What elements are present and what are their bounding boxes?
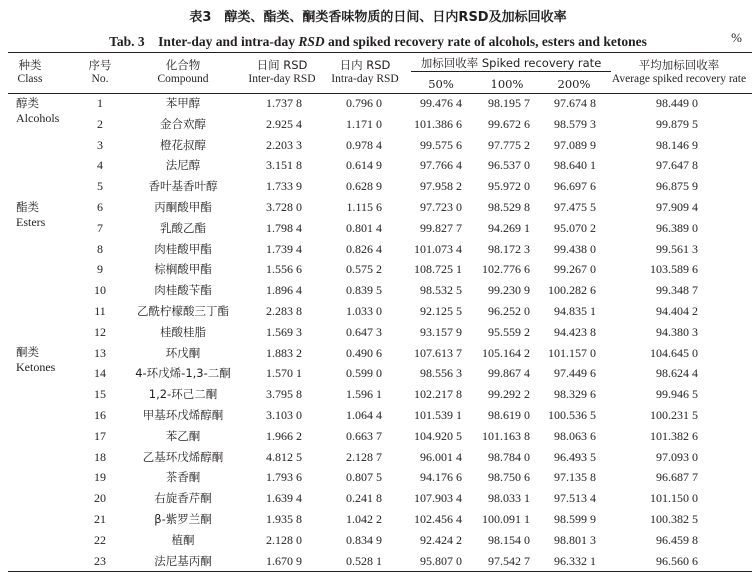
recovery-200: 97.449 6 <box>554 366 596 381</box>
row-number: 19 <box>94 470 106 485</box>
header-compound-en: Compound <box>157 73 209 85</box>
recovery-200: 97.089 9 <box>554 137 596 152</box>
row-number: 22 <box>94 532 106 547</box>
header-no <box>80 58 120 86</box>
recovery-200: 96.332 1 <box>554 553 596 568</box>
recovery-200: 97.475 5 <box>554 200 596 214</box>
average-recovery: 97.647 8 <box>656 158 698 173</box>
row-number: 20 <box>94 491 106 506</box>
intra-day-rsd: 1.596 1 <box>346 387 382 402</box>
average-recovery: 98.146 9 <box>656 137 698 152</box>
inter-day-rsd: 1.966 2 <box>266 428 302 443</box>
header-inter-cn: 日间 RSD <box>256 58 308 72</box>
recovery-200: 100.282 6 <box>548 283 596 298</box>
recovery-50: 107.613 7 <box>414 345 462 360</box>
compound-name: 丙酮酸甲酯 <box>154 200 212 214</box>
intra-day-rsd: 0.490 6 <box>346 345 382 360</box>
bottom-rule <box>8 571 752 572</box>
recovery-100: 98.750 6 <box>488 470 530 485</box>
recovery-50: 99.827 7 <box>420 220 462 235</box>
recovery-100: 100.091 1 <box>482 512 530 526</box>
recovery-200: 101.157 0 <box>548 345 596 360</box>
intra-day-rsd: 0.796 0 <box>346 96 382 110</box>
inter-day-rsd: 1.739 4 <box>266 241 302 256</box>
intra-day-rsd: 0.978 4 <box>346 137 382 152</box>
compound-name: 棕榈酸甲酯 <box>154 262 212 277</box>
average-recovery: 99.946 5 <box>656 387 698 402</box>
compound-name: 茶香酮 <box>165 470 201 485</box>
caption-en-prefix: Tab. 3 Inter-day and intra-day <box>109 34 299 49</box>
average-recovery: 100.231 5 <box>650 408 698 422</box>
average-recovery: 97.093 0 <box>656 449 698 464</box>
recovery-50: 92.424 2 <box>420 532 462 547</box>
caption-en-suffix: and spiked recovery rate of alcohols, esters and ketones <box>324 34 647 49</box>
row-number: 5 <box>97 179 103 194</box>
header-p200: 200% <box>557 77 591 91</box>
compound-name: 橙花叔醇 <box>160 137 206 152</box>
recovery-200: 98.329 6 <box>554 387 596 402</box>
intra-day-rsd: 0.839 5 <box>346 283 382 298</box>
recovery-200: 98.063 6 <box>554 428 596 443</box>
recovery-50: 101.539 1 <box>414 408 462 422</box>
compound-name: 甲基环戊烯醇酮 <box>142 408 224 422</box>
recovery-200: 100.536 5 <box>548 408 596 422</box>
compound-name: 桂酸桂脂 <box>160 324 206 339</box>
average-recovery: 94.380 3 <box>656 324 698 339</box>
compound-name: 法尼基丙酮 <box>154 553 212 568</box>
row-number: 3 <box>97 137 103 152</box>
recovery-100: 99.292 2 <box>488 387 530 402</box>
header-average <box>606 58 752 86</box>
intra-day-rsd: 2.128 7 <box>346 449 382 464</box>
group-label-en: Ketones <box>16 360 56 374</box>
recovery-200: 99.267 0 <box>554 262 596 277</box>
caption-en-rsd: RSD <box>298 34 325 49</box>
header-class-en: Class <box>17 73 43 85</box>
row-number: 10 <box>94 283 106 298</box>
table-caption-cn: 表3 醇类、酯类、酮类香味物质的日间、日内RSD及加标回收率 <box>189 10 567 25</box>
inter-day-rsd: 2.128 0 <box>266 532 302 547</box>
recovery-100: 98.784 0 <box>488 449 530 464</box>
recovery-50: 101.073 4 <box>414 241 462 256</box>
compound-name: 乙基环戊烯醇酮 <box>142 449 224 464</box>
header-class-cn: 种类 <box>18 58 42 72</box>
recovery-200: 97.135 8 <box>554 470 596 485</box>
compound-name: 右旋香芹酮 <box>154 491 212 506</box>
header-average-cn: 平均加标回收率 <box>638 58 720 72</box>
average-recovery: 98.449 0 <box>656 96 698 110</box>
average-recovery: 96.875 9 <box>656 179 698 194</box>
header-p100: 100% <box>490 77 524 91</box>
header-rule <box>8 93 752 94</box>
header-inter <box>244 58 320 86</box>
recovery-50: 96.001 4 <box>420 449 462 464</box>
inter-day-rsd: 1.883 2 <box>266 345 302 360</box>
intra-day-rsd: 1.171 0 <box>346 116 382 131</box>
intra-day-rsd: 0.834 9 <box>346 532 382 547</box>
compound-name: 肉桂酸苄酯 <box>154 283 212 298</box>
compound-name: 环戊酮 <box>165 345 201 360</box>
compound-name: 肉桂酸甲酯 <box>154 241 212 256</box>
recovery-100: 102.776 6 <box>482 262 530 277</box>
recovery-100: 98.172 3 <box>488 241 530 256</box>
inter-day-rsd: 1.896 4 <box>266 283 302 298</box>
header-intra-cn: 日内 RSD <box>339 58 391 72</box>
recovery-200: 99.438 0 <box>554 241 596 256</box>
average-recovery: 97.909 4 <box>656 200 698 214</box>
intra-day-rsd: 1.115 6 <box>346 200 382 214</box>
compound-name: 植酮 <box>171 532 195 547</box>
recovery-200: 98.801 3 <box>554 532 596 547</box>
average-recovery: 96.459 8 <box>656 532 698 547</box>
recovery-100: 98.529 8 <box>488 200 530 214</box>
row-number: 16 <box>94 408 106 422</box>
intra-day-rsd: 0.599 0 <box>346 366 382 381</box>
recovery-200: 98.640 1 <box>554 158 596 173</box>
recovery-100: 95.972 0 <box>488 179 530 194</box>
table-caption-en <box>0 30 756 50</box>
row-number: 11 <box>94 304 106 318</box>
recovery-50: 98.532 5 <box>420 283 462 298</box>
spiked-subrule <box>411 71 611 72</box>
recovery-50: 107.903 4 <box>414 491 462 506</box>
inter-day-rsd: 4.812 5 <box>266 449 302 464</box>
intra-day-rsd: 0.663 7 <box>346 428 382 443</box>
recovery-100: 95.559 2 <box>488 324 530 339</box>
row-number: 23 <box>94 553 106 568</box>
recovery-200: 97.513 4 <box>554 491 596 506</box>
average-recovery: 104.645 0 <box>650 345 698 360</box>
top-rule <box>8 52 752 53</box>
intra-day-rsd: 0.241 8 <box>346 491 382 506</box>
recovery-50: 97.766 4 <box>420 158 462 173</box>
row-number: 1 <box>97 96 103 110</box>
recovery-200: 98.579 3 <box>554 116 596 131</box>
row-number: 7 <box>97 220 103 235</box>
header-intra-en: Intra-day RSD <box>331 73 399 85</box>
recovery-100: 98.619 0 <box>488 408 530 422</box>
average-recovery: 96.687 7 <box>656 470 698 485</box>
intra-day-rsd: 0.647 3 <box>346 324 382 339</box>
inter-day-rsd: 1.737 8 <box>266 96 302 110</box>
recovery-200: 95.070 2 <box>554 220 596 235</box>
intra-day-rsd: 0.801 4 <box>346 220 382 235</box>
inter-day-rsd: 1.798 4 <box>266 220 302 235</box>
recovery-200: 96.697 6 <box>554 179 596 194</box>
recovery-100: 99.672 6 <box>488 116 530 131</box>
recovery-50: 97.958 2 <box>420 179 462 194</box>
average-recovery: 101.150 0 <box>650 491 698 506</box>
recovery-200: 94.423 8 <box>554 324 596 339</box>
group-label-cn: 醇类 <box>16 96 39 110</box>
compound-name: 金合欢醇 <box>160 116 206 131</box>
recovery-100: 94.269 1 <box>488 220 530 235</box>
row-number: 6 <box>97 200 103 214</box>
recovery-100: 99.230 9 <box>488 283 530 298</box>
recovery-50: 94.176 6 <box>420 470 462 485</box>
header-compound <box>128 58 238 86</box>
inter-day-rsd: 1.793 6 <box>266 470 302 485</box>
intra-day-rsd: 1.042 2 <box>346 512 382 526</box>
inter-day-rsd: 3.103 0 <box>266 408 302 422</box>
row-number: 8 <box>97 241 103 256</box>
inter-day-rsd: 1.670 9 <box>266 553 302 568</box>
compound-name: 乳酸乙酯 <box>160 220 206 235</box>
average-recovery: 100.382 5 <box>650 512 698 526</box>
average-recovery: 98.624 4 <box>656 366 698 381</box>
header-class <box>8 58 52 86</box>
compound-name: β-紫罗兰酮 <box>154 512 212 526</box>
inter-day-rsd: 2.203 3 <box>266 137 302 152</box>
recovery-200: 97.674 8 <box>554 96 596 110</box>
inter-day-rsd: 1.569 3 <box>266 324 302 339</box>
header-spiked <box>411 56 611 70</box>
compound-name: 苯乙酮 <box>165 428 201 443</box>
recovery-100: 96.252 0 <box>488 304 530 318</box>
inter-day-rsd: 3.795 8 <box>266 387 302 402</box>
header-inter-en: Inter-day RSD <box>248 73 316 85</box>
average-recovery: 96.560 6 <box>656 553 698 568</box>
recovery-50: 95.807 0 <box>420 553 462 568</box>
recovery-200: 94.835 1 <box>554 304 596 318</box>
row-number: 2 <box>97 116 103 131</box>
inter-day-rsd: 2.283 8 <box>266 304 302 318</box>
recovery-50: 102.456 4 <box>414 512 462 526</box>
inter-day-rsd: 3.728 0 <box>266 200 302 214</box>
inter-day-rsd: 1.639 4 <box>266 491 302 506</box>
row-number: 4 <box>97 158 103 173</box>
intra-day-rsd: 0.826 4 <box>346 241 382 256</box>
compound-name: 苯甲醇 <box>165 96 201 110</box>
recovery-200: 98.599 9 <box>554 512 596 526</box>
inter-day-rsd: 3.151 8 <box>266 158 302 173</box>
inter-day-rsd: 1.935 8 <box>266 512 302 526</box>
compound-name: 乙酰柠檬酸三丁酯 <box>137 304 229 318</box>
header-compound-cn: 化合物 <box>165 58 201 72</box>
inter-day-rsd: 1.570 1 <box>266 366 302 381</box>
recovery-50: 97.723 0 <box>420 200 462 214</box>
average-recovery: 99.561 3 <box>656 241 698 256</box>
recovery-100: 105.164 2 <box>482 345 530 360</box>
row-number: 14 <box>94 366 106 381</box>
recovery-50: 93.157 9 <box>420 324 462 339</box>
intra-day-rsd: 0.807 5 <box>346 470 382 485</box>
compound-name: 1,2-环己二酮 <box>148 387 218 402</box>
compound-name: 4-环戊烯-1,3-二酮 <box>135 366 231 381</box>
row-number: 15 <box>94 387 106 402</box>
average-recovery: 103.589 6 <box>650 262 698 277</box>
inter-day-rsd: 1.733 9 <box>266 179 302 194</box>
recovery-100: 101.163 8 <box>482 428 530 443</box>
average-recovery: 96.389 0 <box>656 220 698 235</box>
recovery-50: 101.386 6 <box>414 116 462 131</box>
intra-day-rsd: 0.614 9 <box>346 158 382 173</box>
row-number: 13 <box>94 345 106 360</box>
recovery-50: 104.920 5 <box>414 428 462 443</box>
header-intra <box>324 58 406 86</box>
average-recovery: 94.404 2 <box>656 304 698 318</box>
average-recovery: 99.879 5 <box>656 116 698 131</box>
group-label-en: Esters <box>16 215 46 229</box>
row-number: 21 <box>94 512 106 526</box>
header-no-cn: 序号 <box>88 58 112 72</box>
recovery-100: 97.775 2 <box>488 137 530 152</box>
recovery-200: 96.493 5 <box>554 449 596 464</box>
recovery-50: 108.725 1 <box>414 262 462 277</box>
group-label-cn: 酯类 <box>16 200 39 214</box>
inter-day-rsd: 2.925 4 <box>266 116 302 131</box>
header-no-en: No. <box>91 73 109 85</box>
recovery-100: 96.537 0 <box>488 158 530 173</box>
row-number: 12 <box>94 324 106 339</box>
header-spiked-label: 加标回收率 Spiked recovery rate <box>420 56 602 70</box>
intra-day-rsd: 0.575 2 <box>346 262 382 277</box>
recovery-100: 98.195 7 <box>488 96 530 110</box>
row-number: 18 <box>94 449 106 464</box>
intra-day-rsd: 1.033 0 <box>346 304 382 318</box>
recovery-50: 102.217 8 <box>414 387 462 402</box>
group-label-en: Alcohols <box>16 111 60 125</box>
compound-name: 法尼醇 <box>165 158 201 173</box>
header-average-en: Average spiked recovery rate <box>611 73 747 85</box>
intra-day-rsd: 0.528 1 <box>346 553 382 568</box>
compound-name: 香叶基香叶醇 <box>148 179 218 194</box>
header-p50: 50% <box>428 77 454 91</box>
intra-day-rsd: 1.064 4 <box>346 408 382 422</box>
average-recovery: 101.382 6 <box>650 428 698 443</box>
group-label-cn: 酮类 <box>16 345 39 359</box>
row-number: 17 <box>94 428 106 443</box>
recovery-100: 97.542 7 <box>488 553 530 568</box>
recovery-50: 98.556 3 <box>420 366 462 381</box>
recovery-50: 92.125 5 <box>420 304 462 318</box>
recovery-100: 98.033 1 <box>488 491 530 506</box>
inter-day-rsd: 1.556 6 <box>266 262 302 277</box>
recovery-50: 99.476 4 <box>420 96 462 110</box>
average-recovery: 99.348 7 <box>656 283 698 298</box>
recovery-50: 99.575 6 <box>420 137 462 152</box>
unit-label: % <box>731 30 742 45</box>
row-number: 9 <box>97 262 103 277</box>
recovery-100: 98.154 0 <box>488 532 530 547</box>
intra-day-rsd: 0.628 9 <box>346 179 382 194</box>
recovery-100: 99.867 4 <box>488 366 530 381</box>
